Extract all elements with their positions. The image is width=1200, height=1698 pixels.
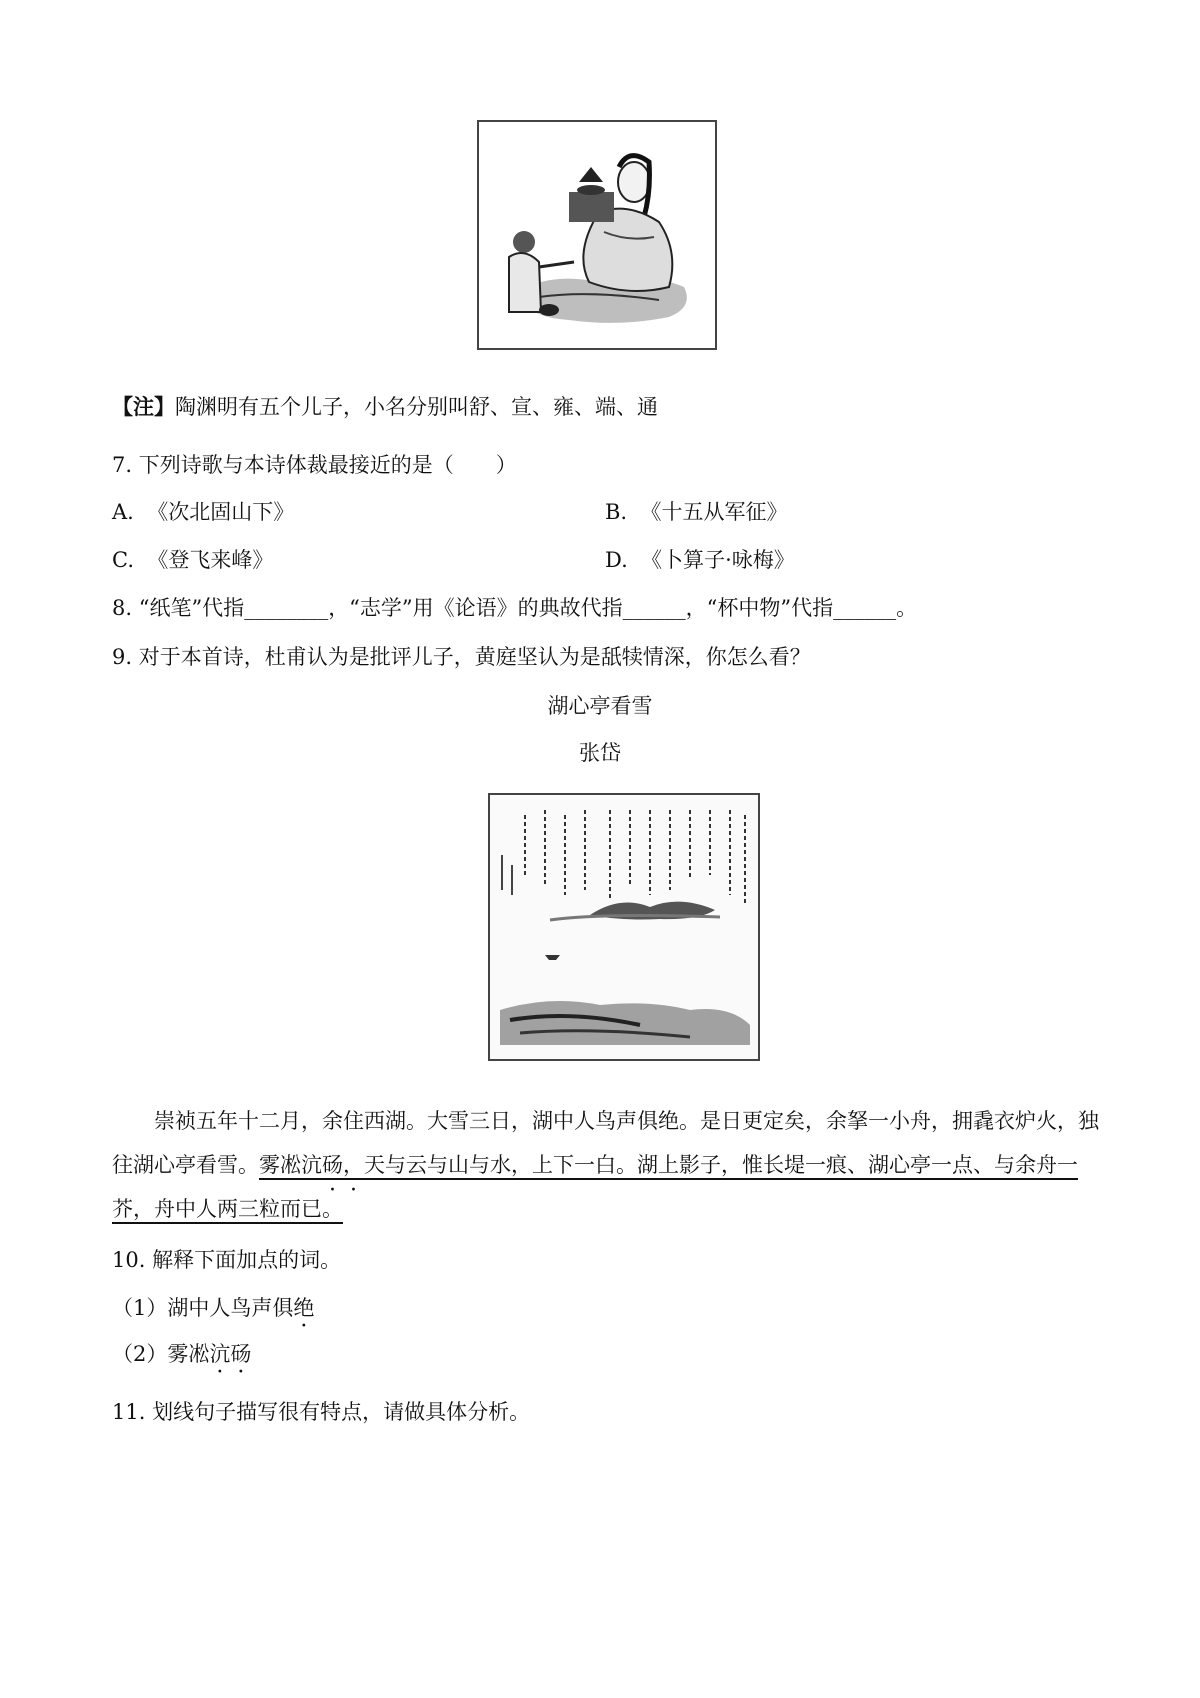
option-label: D. [605,548,628,572]
dotted-char-hang: 沆 [209,1342,231,1366]
q7-option-b[interactable] [605,497,787,527]
q7-option-d[interactable] [605,545,795,575]
option-text: 《十五从军征》 [640,500,788,524]
option-text: 《次北固山下》 [147,500,295,524]
q8-part-3: ，“杯中物”代指 [685,596,834,620]
note-bracket: 【注】 [112,394,175,419]
q8-part-1: 8. “纸笔”代指 [112,596,245,620]
question-10-stem: 10. 解释下面加点的词。 [112,1248,342,1272]
poem-author: 张岱 [579,741,621,765]
poem-title: 湖心亭看雪 [547,694,653,718]
dotted-char-dang: 砀 [322,1153,343,1177]
option-label: B. [605,500,628,524]
q7-option-c[interactable] [112,545,273,575]
q7-option-a[interactable] [112,497,294,527]
option-text: 《登飞来峰》 [147,548,274,572]
question-8-stem [112,593,917,623]
question-9-stem: 9. 对于本首诗，杜甫认为是批评儿子，黄庭坚认为是舐犊情深，你怎么看？ [112,645,811,669]
q8-part-4: 。 [896,596,918,620]
illustration-tao-yuanming [477,120,717,350]
option-label: C. [112,548,134,572]
question-11-stem: 11. 划线句子描写很有特点，请做具体分析。 [112,1400,531,1424]
question-10-item-1 [112,1293,314,1323]
passage-plain: 崇祯五年十二月，余住西湖。大雪三日，湖中人鸟声俱绝。是日更定矣，余拏一小舟，拥毳衣炉火，独往湖心亭看雪。 [112,1109,1099,1177]
dotted-char-dang: 砀 [230,1342,252,1366]
q10-item1-text: （1）湖中人鸟声俱 [112,1296,294,1320]
option-text: 《卜算子·咏梅》 [641,548,795,572]
ink-figure-drawing [479,122,715,348]
question-10-item-2 [112,1339,251,1369]
underlined-pre: 雾凇 [259,1153,301,1177]
illustration-lake-snow [488,793,760,1061]
ink-landscape-drawing [490,795,758,1059]
q8-part-2: ，“志学”用《论语》的典故代指 [328,596,623,620]
passage-text [112,1099,1102,1231]
note-text: 陶渊明有五个儿子，小名分别叫舒、宣、雍、端、通 [175,395,658,419]
q8-blank-2[interactable]: ______ [622,596,686,620]
q8-blank-1[interactable]: ________ [244,596,329,620]
q10-item2-text: （2）雾凇 [112,1342,210,1366]
question-7-stem: 7. 下列诗歌与本诗体裁最接近的是（ ） [112,453,517,477]
q8-blank-3[interactable]: ______ [833,596,897,620]
dotted-char-hang: 沆 [301,1153,322,1177]
annotation-note [112,392,658,422]
underlined-rest: ，天与云与山与水，上下一白。湖上影子，惟长堤一痕、湖心亭一点、与余舟一芥，舟中人两三粒而已。 [112,1153,1078,1221]
option-label: A. [112,500,134,524]
dotted-char-jue: 绝 [293,1296,315,1320]
